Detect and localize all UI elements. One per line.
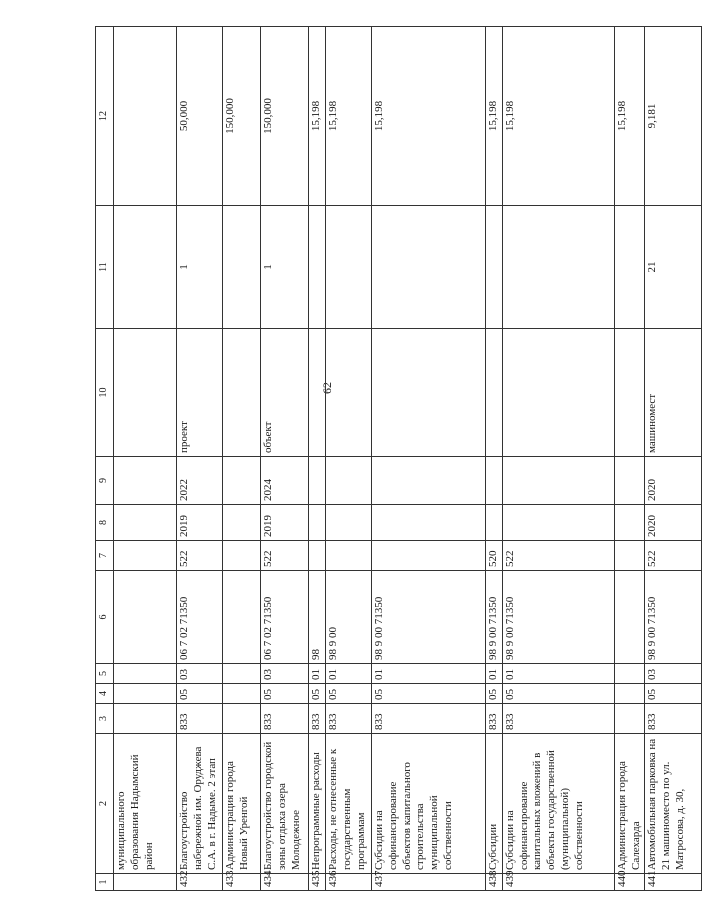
code-admin: 833 <box>261 704 309 734</box>
table-row <box>486 27 503 891</box>
capacity <box>223 206 261 329</box>
code-expense-type: 522 <box>645 541 702 571</box>
start-year <box>114 505 177 541</box>
table-row <box>177 27 223 891</box>
table-header-row <box>96 27 114 891</box>
code-section: 05 <box>486 684 503 704</box>
end-year <box>114 457 177 505</box>
code-target: 98 9 00 <box>326 571 372 664</box>
code-expense-type <box>114 541 177 571</box>
code-admin: 833 <box>177 704 223 734</box>
row-number: 439 <box>502 874 614 891</box>
unit <box>309 329 326 457</box>
unit <box>372 329 486 457</box>
unit: проект <box>177 329 223 457</box>
code-section: 05 <box>261 684 309 704</box>
capacity <box>486 206 503 329</box>
row-number <box>114 874 177 891</box>
row-name: Непрограммные расходы <box>309 734 326 874</box>
row-number: 438 <box>486 874 503 891</box>
row-name: Субсидии на софинансирование капитальных вложений в объекты государственной (муниципальной) собственности <box>502 734 614 874</box>
code-expense-type: 522 <box>261 541 309 571</box>
start-year: 2020 <box>645 505 702 541</box>
end-year: 2022 <box>177 457 223 505</box>
table-row <box>326 27 372 891</box>
table-body <box>96 27 702 891</box>
column-header: 12 <box>96 27 114 206</box>
row-number: 435 <box>309 874 326 891</box>
code-admin: 833 <box>372 704 486 734</box>
end-year: 2020 <box>645 457 702 505</box>
table-row <box>223 27 261 891</box>
start-year <box>223 505 261 541</box>
table-row <box>261 27 309 891</box>
code-target <box>114 571 177 664</box>
table-row <box>645 27 702 891</box>
table-row <box>372 27 486 891</box>
end-year <box>502 457 614 505</box>
code-target <box>614 571 645 664</box>
code-section <box>114 684 177 704</box>
code-target <box>223 571 261 664</box>
start-year <box>502 505 614 541</box>
amount: 150,000 <box>223 27 261 206</box>
unit <box>614 329 645 457</box>
budget-table <box>95 26 702 891</box>
code-section: 05 <box>372 684 486 704</box>
code-admin: 833 <box>326 704 372 734</box>
code-subsection <box>614 664 645 684</box>
row-name: муниципального образования Надымский район <box>114 734 177 874</box>
unit <box>486 329 503 457</box>
row-number: 433 <box>223 874 261 891</box>
column-header: 4 <box>96 684 114 704</box>
code-expense-type <box>309 541 326 571</box>
code-subsection: 03 <box>177 664 223 684</box>
row-name: Субсидии на софинансирование объектов капитального строительства муниципальной собственности <box>372 734 486 874</box>
code-admin <box>223 704 261 734</box>
code-section: 05 <box>645 684 702 704</box>
start-year: 2019 <box>261 505 309 541</box>
start-year <box>326 505 372 541</box>
column-header: 8 <box>96 505 114 541</box>
code-subsection: 01 <box>372 664 486 684</box>
table-row <box>614 27 645 891</box>
amount: 15,198 <box>502 27 614 206</box>
column-header: 10 <box>96 329 114 457</box>
code-target: 06 7 02 71350 <box>261 571 309 664</box>
capacity <box>309 206 326 329</box>
amount: 9,181 <box>645 27 702 206</box>
amount: 15,198 <box>372 27 486 206</box>
code-expense-type: 522 <box>502 541 614 571</box>
start-year <box>372 505 486 541</box>
code-subsection: 01 <box>326 664 372 684</box>
start-year <box>309 505 326 541</box>
column-header: 6 <box>96 571 114 664</box>
code-target: 06 7 02 71350 <box>177 571 223 664</box>
row-name: Расходы, не отнесенные к государственным программам <box>326 734 372 874</box>
capacity: 1 <box>177 206 223 329</box>
code-subsection <box>223 664 261 684</box>
row-name: Благоустройство набережной им. Оруджева С.А. в г. Надыме. 2 этап <box>177 734 223 874</box>
code-section <box>614 684 645 704</box>
unit: объект <box>261 329 309 457</box>
capacity <box>502 206 614 329</box>
row-name: Субсидии <box>486 734 503 874</box>
row-number: 441 <box>645 874 702 891</box>
unit: машиномест <box>645 329 702 457</box>
capacity <box>614 206 645 329</box>
column-header: 9 <box>96 457 114 505</box>
code-section: 05 <box>177 684 223 704</box>
row-number: 437 <box>372 874 486 891</box>
row-name: Автомобильная парковка на 21 машиноместо по ул. Матросова, д. 30, <box>645 734 702 874</box>
code-section <box>223 684 261 704</box>
code-target: 98 <box>309 571 326 664</box>
amount <box>114 27 177 206</box>
code-target: 98 9 00 71350 <box>486 571 503 664</box>
capacity: 21 <box>645 206 702 329</box>
start-year <box>486 505 503 541</box>
row-number: 440 <box>614 874 645 891</box>
code-subsection: 01 <box>486 664 503 684</box>
end-year <box>614 457 645 505</box>
code-subsection: 03 <box>645 664 702 684</box>
start-year <box>614 505 645 541</box>
code-expense-type <box>372 541 486 571</box>
row-name: Благоустройство городской зоны отдыха озера Молодежное <box>261 734 309 874</box>
code-admin: 833 <box>486 704 503 734</box>
column-header: 7 <box>96 541 114 571</box>
amount: 15,198 <box>614 27 645 206</box>
code-admin <box>114 704 177 734</box>
row-number: 436 <box>326 874 372 891</box>
code-expense-type: 520 <box>486 541 503 571</box>
column-header: 1 <box>96 874 114 891</box>
table-row <box>114 27 177 891</box>
column-header: 11 <box>96 206 114 329</box>
unit <box>326 329 372 457</box>
amount: 150,000 <box>261 27 309 206</box>
code-admin <box>614 704 645 734</box>
end-year: 2024 <box>261 457 309 505</box>
end-year <box>372 457 486 505</box>
unit <box>502 329 614 457</box>
end-year <box>326 457 372 505</box>
code-section: 05 <box>309 684 326 704</box>
capacity <box>372 206 486 329</box>
rotated-table-container <box>95 27 686 891</box>
start-year: 2019 <box>177 505 223 541</box>
amount: 50,000 <box>177 27 223 206</box>
page-number: 62 <box>320 382 334 394</box>
unit <box>223 329 261 457</box>
code-target: 98 9 00 71350 <box>372 571 486 664</box>
table-row <box>502 27 614 891</box>
capacity <box>326 206 372 329</box>
code-target: 98 9 00 71350 <box>502 571 614 664</box>
code-admin: 833 <box>502 704 614 734</box>
end-year <box>309 457 326 505</box>
code-subsection: 01 <box>309 664 326 684</box>
capacity: 1 <box>261 206 309 329</box>
column-header: 5 <box>96 664 114 684</box>
column-header: 2 <box>96 734 114 874</box>
row-name: Администрация города Новый Уренгой <box>223 734 261 874</box>
capacity <box>114 206 177 329</box>
table-row <box>309 27 326 891</box>
end-year <box>223 457 261 505</box>
code-admin: 833 <box>309 704 326 734</box>
code-target: 98 9 00 71350 <box>645 571 702 664</box>
amount: 15,198 <box>309 27 326 206</box>
code-subsection: 03 <box>261 664 309 684</box>
code-subsection: 01 <box>502 664 614 684</box>
code-expense-type <box>223 541 261 571</box>
code-subsection <box>114 664 177 684</box>
end-year <box>486 457 503 505</box>
unit <box>114 329 177 457</box>
row-name: Администрация города Салехарда <box>614 734 645 874</box>
code-expense-type: 522 <box>177 541 223 571</box>
row-number: 434 <box>261 874 309 891</box>
amount: 15,198 <box>486 27 503 206</box>
code-expense-type <box>326 541 372 571</box>
code-expense-type <box>614 541 645 571</box>
column-header: 3 <box>96 704 114 734</box>
code-section: 05 <box>326 684 372 704</box>
row-number: 432 <box>177 874 223 891</box>
code-section: 05 <box>502 684 614 704</box>
amount: 15,198 <box>326 27 372 206</box>
code-admin: 833 <box>645 704 702 734</box>
